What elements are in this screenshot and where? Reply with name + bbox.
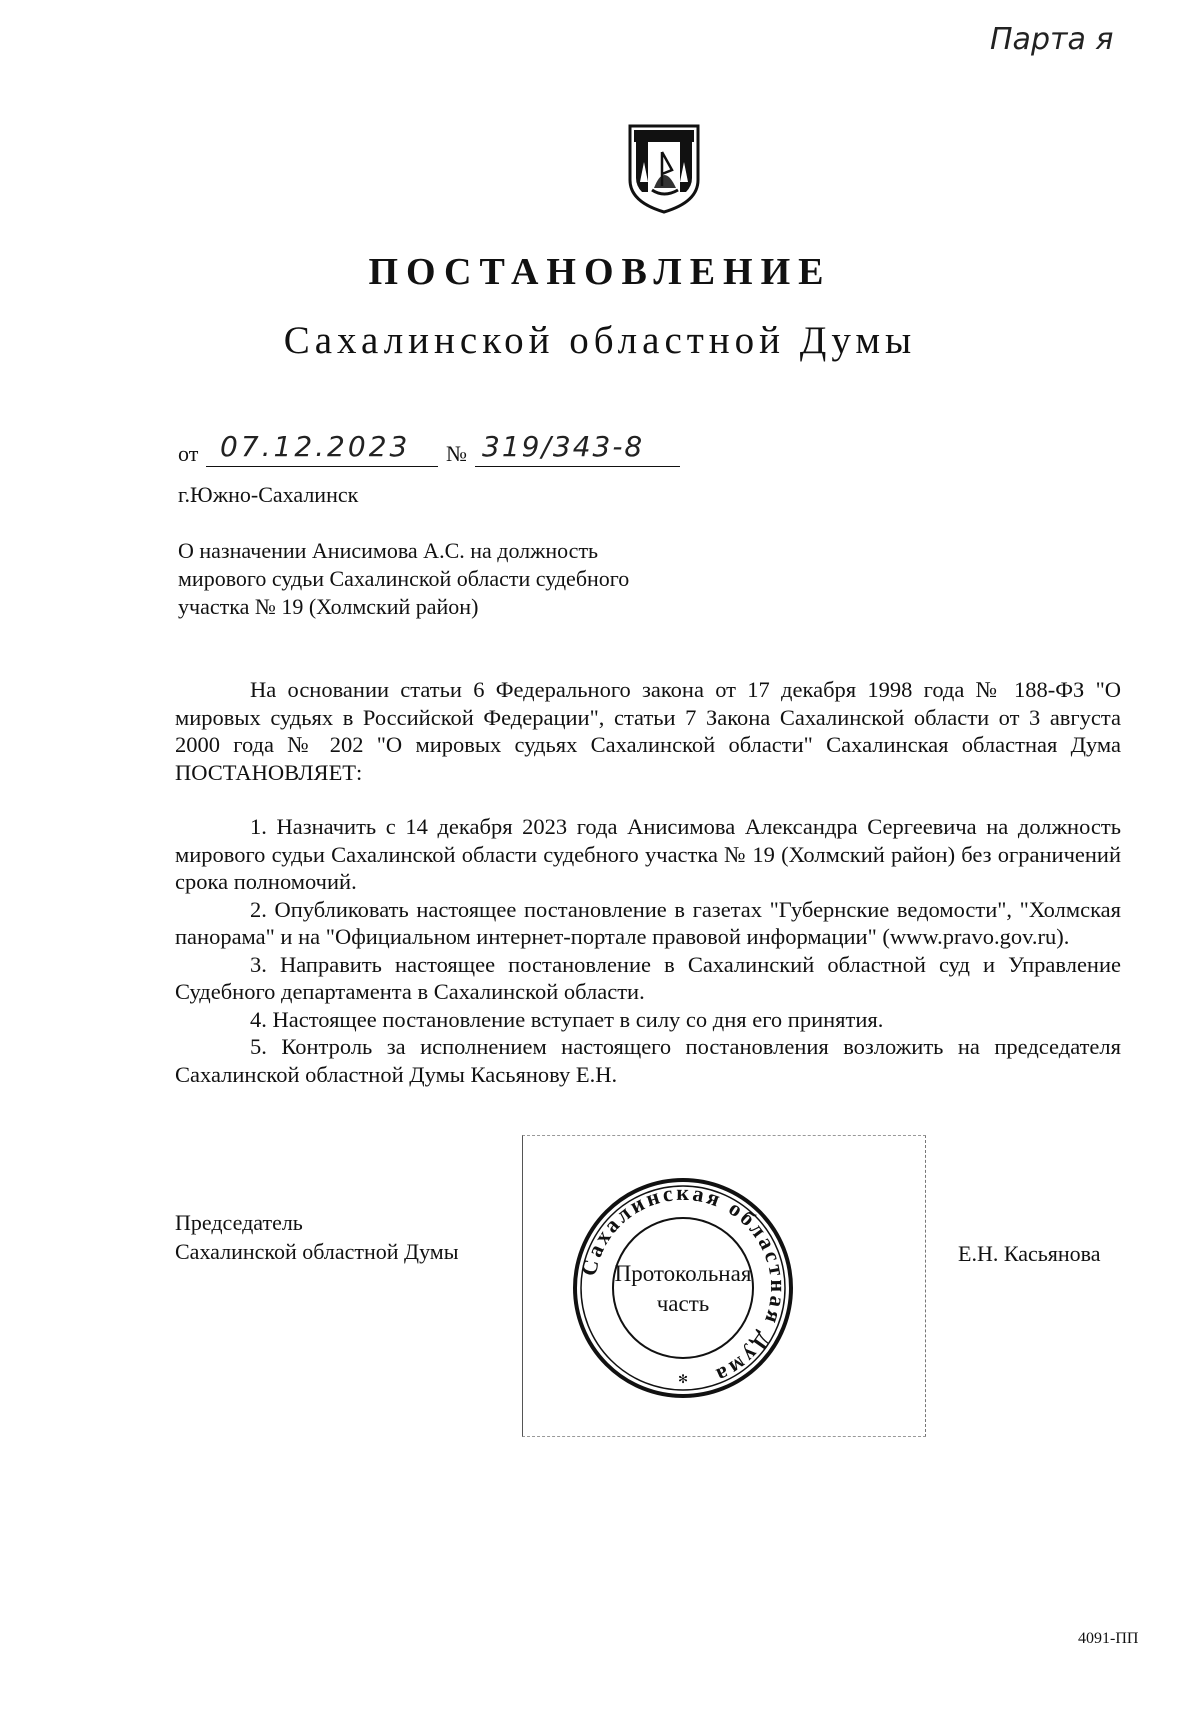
position-line: Председатель [175,1210,303,1235]
number-prefix: № [446,441,467,466]
position-line: Сахалинской областной Думы [175,1239,459,1264]
preamble-paragraph: На основании статьи 6 Федерального закона от 17 декабря 1998 года № 188-ФЗ "О мировых судьях в Российской Федерации", статьи 7 Закона Сахалинской области от 3 августа 2000 года № 202 "О мировых судьях Сахалинской области" Сахалинская областная Дума ПОСТАНОВЛЯЕТ: [175,677,1121,785]
date-underline [206,466,438,467]
resolution-item: 2. Опубликовать настоящее постановление в газетах "Губернские ведомости", "Холмская панорама" и на "Официальном интернет-портале правовой информации" (www.pravo.gov.ru). [175,896,1121,949]
resolution-item: 5. Контроль за исполнением настоящего постановления возложить на председателя Сахалинской областной Думы Касьянову Е.Н. [175,1034,1121,1087]
subject-line: О назначении Анисимова А.С. на должность [178,538,599,563]
number-underline [475,466,680,467]
city-name: г.Южно-Сахалинск [178,482,359,507]
handwritten-corner-note: Парта я [990,22,1114,57]
resolution-item: 4. Настоящее постановление вступает в силу со дня его принятия. [250,1006,884,1032]
subject-line: участка № 19 (Холмский район) [178,594,479,619]
official-seal [570,1175,796,1401]
seal-center-line: Протокольная [614,1261,752,1286]
document-title: ПОСТАНОВЛЕНИЕ [368,251,832,293]
subject-block [178,537,629,621]
svg-text:✻: ✻ [677,1372,689,1386]
footer-document-code: 4091-ПП [1078,1630,1139,1647]
signatory-position [175,1208,458,1266]
signatory-name: Е.Н. Касьянова [958,1241,1101,1266]
number-value: 319/343-8 [482,430,645,463]
body-text [175,676,1121,1088]
resolution-item: 3. Направить настоящее постановление в Сахалинский областной суд и Управление Судебного департамента в Сахалинской области. [175,951,1121,1004]
coat-of-arms-emblem [626,122,702,214]
seal-center-line: часть [656,1291,710,1316]
seal-ring-text: Сахалинская областная Дума [575,1179,792,1390]
document-subtitle: Сахалинской областной Думы [283,319,917,362]
resolution-item: 1. Назначить с 14 декабря 2023 года Анисимова Александра Сергеевича на должность мирового судьи Сахалинской области судебного участка № 19 (Холмский район) без ограничений срока полномочий. [175,814,1121,894]
date-prefix: от [178,441,199,466]
date-value: 07.12.2023 [220,430,411,463]
subject-line: мирового судьи Сахалинской области судебного [178,566,630,591]
